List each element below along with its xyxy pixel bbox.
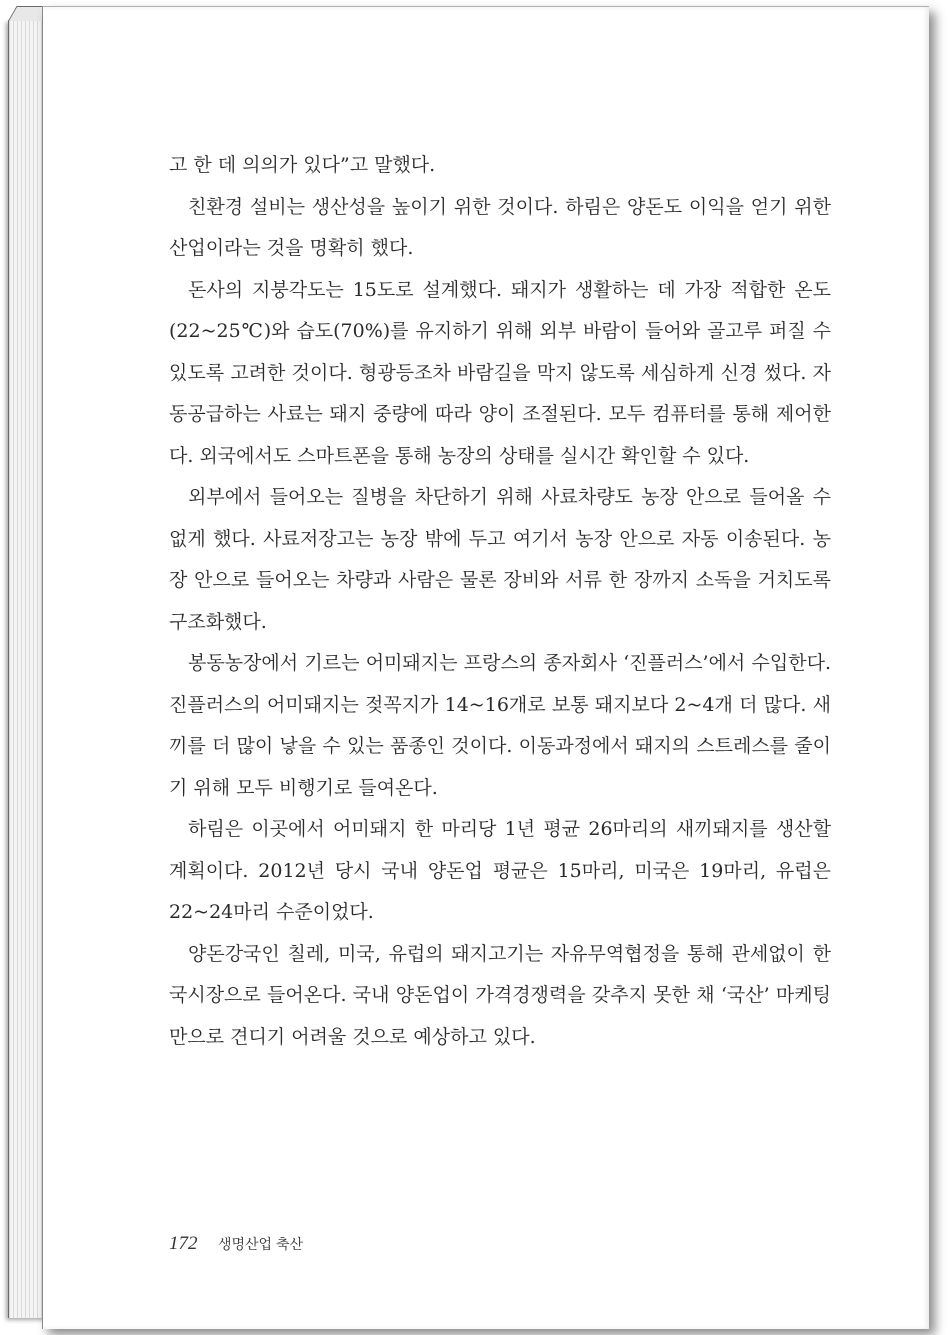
page-footer	[169, 1233, 303, 1255]
page-number: 172	[169, 1233, 198, 1254]
running-title: 생명산업 축산	[217, 1236, 303, 1252]
body-text	[169, 145, 831, 1058]
book-page	[42, 6, 929, 1329]
paragraph: 봉동농장에서 기르는 어미돼지는 프랑스의 종자회사 ‘진플러스’에서 수입한다. 진플러스의 어미돼지는 젖꼭지가 14~16개로 보통 돼지보다 2~4개 더 많다. 새끼를 더 많이 낳을 수 있는 품종인 것이다. 이동과정에서 돼지의 스트레스를 줄이기 위해 모두 비행기로 들여온다.	[169, 652, 831, 799]
paragraph: 양돈강국인 칠레, 미국, 유럽의 돼지고기는 자유무역협정을 통해 관세없이 한국시장으로 들어온다. 국내 양돈업이 가격경쟁력을 갖추지 못한 채 ‘국산’ 마케팅만으로 견디기 어려울 것으로 예상하고 있다.	[169, 942, 831, 1048]
paragraph: 외부에서 들어오는 질병을 차단하기 위해 사료차량도 농장 안으로 들어올 수 없게 했다. 사료저장고는 농장 밖에 두고 여기서 농장 안으로 자동 이송된다. 농장 안으로 들어오는 차량과 사람은 물론 장비와 서류 한 장까지 소독을 거치도록 구조화했다.	[169, 486, 831, 633]
paragraph: 돈사의 지붕각도는 15도로 설계했다. 돼지가 생활하는 데 가장 적합한 온도(22~25℃)와 습도(70%)를 유지하기 위해 외부 바람이 들어와 골고루 퍼질 수 있도록 고려한 것이다. 형광등조차 바람길을 막지 않도록 세심하게 신경 썼다. 자동공급하는 사료는 돼지 중량에 따라 양이 조절된다. 모두 컴퓨터를 통해 제어한다. 외국에서도 스마트폰을 통해 농장의 상태를 실시간 확인할 수 있다.	[169, 278, 831, 467]
paragraph: 고 한 데 의의가 있다”고 말했다.	[169, 154, 436, 176]
paragraph: 친환경 설비는 생산성을 높이기 위한 것이다. 하림은 양돈도 이익을 얻기 위한 산업이라는 것을 명확히 했다.	[169, 195, 831, 259]
paragraph: 하림은 이곳에서 어미돼지 한 마리당 1년 평균 26마리의 새끼돼지를 생산할 계획이다. 2012년 당시 국내 양돈업 평균은 15마리, 미국은 19마리, 유럽은 22~24마리 수준이었다.	[169, 818, 831, 923]
